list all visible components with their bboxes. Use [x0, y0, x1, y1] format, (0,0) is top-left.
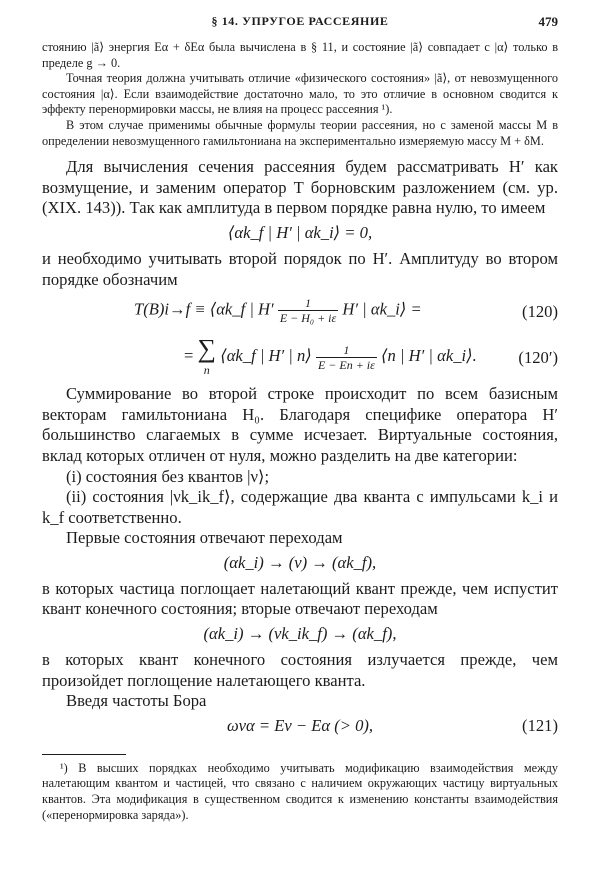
- paragraph-scattering-formulas: В этом случае применимы обычные формулы теории рассеяния, но с заменой массы M в определении невозмущенного гамильтониана на экспериментально измеряемую массу M + δM.: [42, 117, 558, 148]
- equation-120: [42, 290, 558, 334]
- main-text-block: [42, 157, 558, 742]
- page-body: [42, 40, 558, 823]
- equation-first-order-zero: [42, 219, 558, 249]
- paragraph-second-order: и необходимо учитывать второй порядок по H′. Амплитуду во втором порядке обозначим: [42, 248, 558, 289]
- equation-120-rhs: H′ | αk_i⟩ =: [342, 299, 422, 319]
- equation-120-prime-equals: =: [184, 345, 194, 365]
- equation-120-fraction: [278, 296, 338, 325]
- equation-120-prime-mid: ⟨αk_f | H′ | n⟩: [220, 345, 312, 365]
- summation-symbol: [198, 336, 217, 378]
- paragraph-first-states: Первые состояния отвечают переходам: [66, 528, 343, 548]
- equation-120-numerator: 1: [278, 296, 338, 311]
- equation-120-prime: [42, 334, 558, 384]
- small-print-block: [42, 40, 558, 149]
- list-item-category-i: (i) состояния без квантов |ν⟩;: [66, 466, 270, 486]
- equation-transition-1: [42, 549, 558, 579]
- equation-121-formula: ωνα = Eν − Eα (> 0),: [226, 715, 374, 735]
- list-item-category-ii: (ii) состояния |νk_ik_f⟩, содержащие два кванта с импульсами k_i и k_f соответственно.: [42, 487, 558, 527]
- equation-120-lhs: T(B)i→f ≡ ⟨αk_f | H′: [134, 299, 274, 319]
- equation-transition-2-formula: (αk_i) → (νk_ik_f) → (αk_f),: [203, 624, 397, 644]
- paragraph-exact-theory: Точная теория должна учитывать отличие «физического состояния» |ã⟩, от невозмущенного состояния |α⟩. Если взаимодействие достаточно мало, то это отличие в основном сводится к эффекту перенормировки массы, не влияя на процесс рассеяния ¹).: [42, 71, 558, 117]
- footnote-divider: [42, 754, 126, 755]
- equation-120-denominator: E − H₀ + iε: [279, 311, 337, 326]
- equation-121: [42, 712, 558, 742]
- paragraph-bohr-frequencies: Введя частоты Бора: [66, 691, 207, 711]
- paragraph-summation: Суммирование во второй строке происходит по всем базисным векторам гамильтониана H₀. Благодаря специфике оператора H′ большинство слагаемых в сумме исчезает. Виртуальные состояния, вклад которых отличен от нуля, можно разделить на две категории:: [42, 384, 558, 465]
- footnote: ¹) В высших порядках необходимо учитывать модификацию взаимодействия между налетающим квантом и частицей, что связано с наличием окружающих частицу виртуальных квантов. Эта модификация в существенном сводится к изменению константы взаимодействия («перенормировка заряда»).: [42, 760, 558, 822]
- paragraph-emits-first: в которых квант конечного состояния излучается прежде, чем произойдет поглощение налетающего кванта.: [42, 650, 558, 690]
- equation-120-prime-tail: ⟨n | H′ | αk_i⟩.: [381, 345, 477, 365]
- equation-120-prime-fraction: [316, 343, 377, 372]
- sigma-glyph: ∑: [197, 334, 217, 364]
- running-head: § 14. УПРУГОЕ РАССЕЯНИЕ: [211, 14, 389, 28]
- equation-120-number: (120): [522, 302, 558, 322]
- equation-transition-1-formula: (αk_i) → (ν) → (αk_f),: [223, 552, 377, 572]
- summation-index: n: [203, 363, 210, 378]
- paragraph-absorbs-first: в которых частица поглощает налетающий квант прежде, чем испустит квант конечного состояния; вторые отвечают переходам: [42, 578, 558, 619]
- equation-120-prime-numerator: 1: [316, 343, 377, 358]
- equation-120-prime-formula: [184, 336, 477, 378]
- equation-120-prime-denominator: E − En + iε: [317, 357, 375, 372]
- equation-first-order-formula: ⟨αk_f | H′ | αk_i⟩ = 0,: [227, 222, 373, 242]
- paragraph-continuation: стоянию |ã⟩ энергия Eα + δEα была вычислена в § 11, и состояние |ã⟩ совпадает с |α⟩ только в пределе g → 0.: [42, 40, 558, 70]
- equation-121-number: (121): [522, 715, 558, 735]
- equation-120-prime-number: (120′): [518, 348, 558, 368]
- page-number: 479: [538, 14, 558, 29]
- page-header: [42, 14, 558, 34]
- paragraph-born-expansion: Для вычисления сечения рассеяния будем рассматривать H′ как возмущение, и заменим оператор T борновским разложением (см. ур. (XIX. 143)). Так как амплитуда в первом порядке равна нулю, то имеем: [42, 157, 558, 218]
- equation-120-formula: [134, 296, 422, 325]
- equation-transition-2: [42, 620, 558, 650]
